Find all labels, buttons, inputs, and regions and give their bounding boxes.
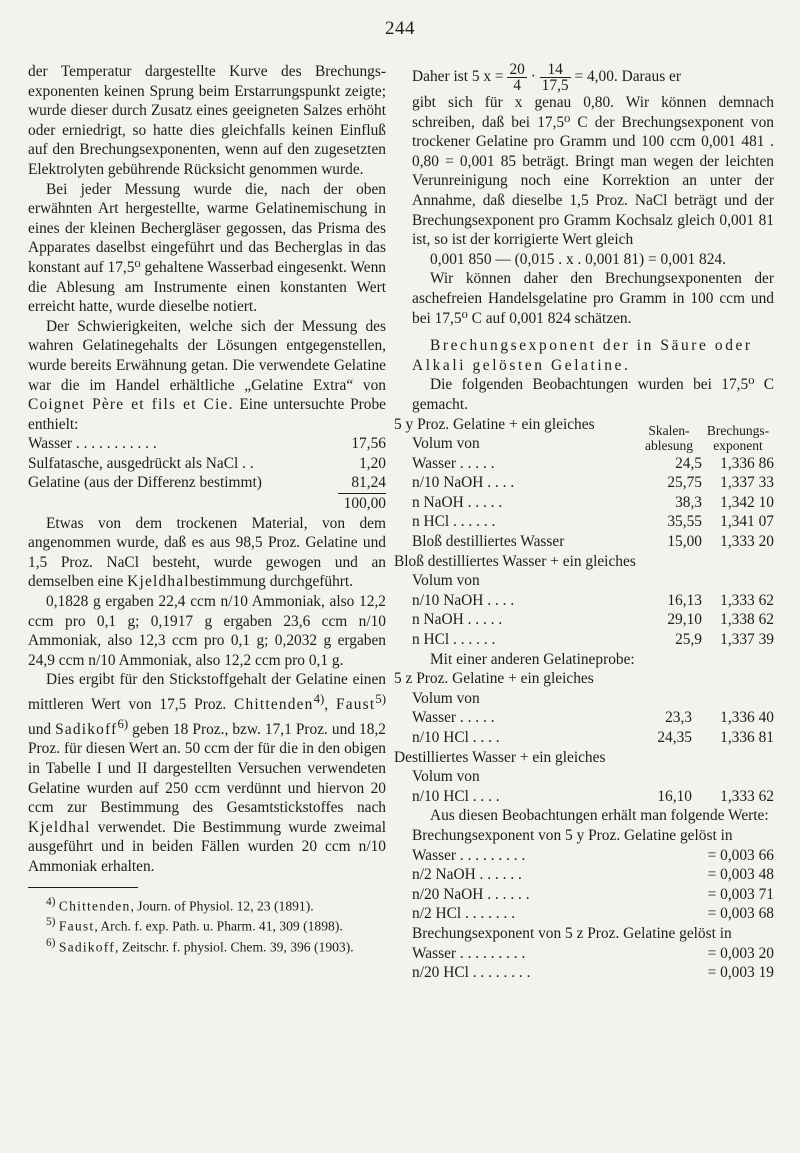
footnote-author: Sadikoff (58, 939, 116, 955)
text-span: , (324, 696, 336, 714)
result-solvent: n/20 HCl . . . . . . . . (412, 964, 531, 982)
right-paragraph-3: Die folgenden Beobachtungen wurden bei 17,5⁰ C gemacht. (412, 376, 774, 413)
fraction (540, 62, 571, 93)
skalen-value: 25,9 (675, 631, 702, 649)
footnote-ref[interactable]: 5) (375, 692, 386, 706)
text-span: Daher ist 5 x = (412, 68, 508, 86)
row-label: n/10 NaOH . . . . (412, 474, 515, 492)
result-solvent: n/2 NaOH . . . . . . (412, 866, 522, 884)
column-header-skalen: Skalen- ablesung (645, 422, 693, 453)
result-label: Brechungsexponent von 5 z Proz. Gelatine gelöst in (412, 924, 732, 942)
right-paragraph-4: Mit einer anderen Gelatineprobe: (430, 650, 635, 668)
left-paragraph-5: 0,1828 g ergaben 22,4 ccm n/10 Ammoniak, also 12,2 ccm pro 0,1 g; 0,1917 g ergaben 23,6 ccm n/10 Ammoniak, also 12,3 ccm pro 0,1 g; 0,2032 g ergaben 24,9 ccm n/10 Ammoniak, also 12,2 ccm pro 0,1 g. (28, 593, 386, 669)
skalen-value: 15,00 (667, 533, 702, 551)
composition-table (28, 434, 386, 513)
exponent-value: 1,333 62 (720, 787, 774, 805)
text-span: = 4,00. Daraus er (570, 68, 682, 86)
result-row (412, 885, 774, 905)
equation-line: Daher ist 5 x = $\frac{20}{4}$ · $\frac{14}{17,5}$ = 4,00. Daraus er (412, 61, 682, 94)
footnote-mark: 6) (46, 936, 56, 949)
table-row (412, 610, 774, 630)
exponent-value: 1,342 10 (720, 493, 774, 511)
result-value: = 0,003 71 (707, 885, 774, 903)
row-label: n NaOH . . . . . (412, 493, 503, 511)
composition-value: 1,20 (359, 454, 386, 472)
author-name: Chittenden (234, 696, 314, 714)
footnote-ref[interactable]: 6) (117, 716, 129, 731)
fraction-denominator: 17,5 (541, 77, 569, 94)
table-row (412, 473, 774, 493)
composition-row (28, 473, 386, 493)
right-equation: 0,001 850 — (0,015 . x . 0,001 81) = 0,001 824. (430, 250, 726, 268)
left-paragraph-2: Bei jeder Messung wurde die, nach der oben erwähnten Art hergestellte, warme Gelatinemischung in eines der kleinen Bechergläser gegossen, das Prisma des Apparates daselbst eingeführt und das Becherglas in das konstant auf 17,5⁰ gehaltene Wasserbad eingesenkt. Wenn die Ablesung am Instrumente einen konstanten Wert erreicht hatte, wurde dieselbe notiert. (28, 180, 386, 316)
exponent-value: 1,336 40 (720, 709, 774, 727)
block-label: 5 y Proz. Gelatine + ein gleiches Volum von (394, 415, 595, 453)
result-row (412, 846, 774, 866)
row-label: n/10 HCl . . . . (412, 729, 500, 746)
text-span: Der Schwierigkeiten, welche sich der Messung des wahren Gelatinegehalts der Lösungen entgegenstellen, wurde bereits Erwähnung getan. Die verwendete Gelatine war die im Handel erhältliche „Gelatine Extra“ von (28, 317, 386, 394)
footnote-text: , Arch. f. exp. Path. u. Pharm. 41, 309 (1898). (94, 918, 343, 934)
result-value: = 0,003 48 (707, 866, 774, 884)
measurements-table-2 (394, 669, 774, 806)
composition-total: 100,00 (338, 493, 386, 514)
composition-label: Sulfatasche, ausgedrückt als NaCl . . (28, 454, 254, 472)
empty-cell (636, 552, 702, 591)
result-value: = 0,003 66 (707, 846, 774, 864)
text-span: bestimmung durchgeführt. (189, 573, 354, 591)
skalen-value: 16,13 (667, 591, 702, 609)
row-label: n/10 HCl . . . . (412, 787, 500, 805)
right-column (394, 61, 774, 983)
result-solvent: n/2 HCl . . . . . . . (412, 905, 516, 923)
text-span: und (28, 720, 56, 738)
footnote-author: Faust (58, 918, 95, 934)
footnote (28, 894, 386, 915)
table-row (412, 708, 774, 728)
composition-label: Gelatine (aus der Differenz bestimmt) (28, 474, 262, 492)
exponent-value: 1,336 81 (720, 729, 774, 746)
skalen-value: 24,35 (657, 729, 692, 746)
table-row (412, 552, 774, 591)
author-name: Kjeldhal (127, 573, 190, 591)
left-paragraph-3 (28, 317, 386, 435)
table-row (412, 532, 774, 552)
row-label: n/10 NaOH . . . . (412, 591, 515, 609)
text-span: Eine untersuchte Probe enthielt: (28, 396, 386, 433)
footnotes (28, 894, 386, 956)
footnote-divider (28, 887, 138, 888)
composition-total-row (28, 493, 386, 514)
empty-cell (692, 669, 774, 708)
table-row (412, 787, 774, 807)
table-row (412, 669, 774, 708)
result-solvent: n/20 NaOH . . . . . . (412, 885, 530, 903)
result-value: = 0,003 20 (707, 944, 774, 962)
composition-value: 17,56 (351, 435, 386, 453)
composition-row (28, 434, 386, 454)
result-value: = 0,003 68 (707, 905, 774, 923)
composition-value: 81,24 (351, 474, 386, 492)
text-span: Etwas von dem trockenen Material, von dem angenommen wurde, daß es aus 98,5 Proz. Gelatine und 1,5 Proz. NaCl besteht, wurde gewogen und an demselben eine (28, 514, 386, 591)
row-label: Wasser . . . . . (412, 709, 495, 727)
skalen-value: 35,55 (667, 513, 702, 531)
table-row (412, 728, 774, 748)
exponent-value: 1,333 20 (720, 533, 774, 551)
skalen-value: 16,10 (657, 787, 692, 805)
left-column (28, 62, 386, 955)
text-span: geben 18 Proz., bzw. 17,1 Proz. und 18,2 Proz. für diesen Wert an. 50 ccm der für die in den obigen in Tabelle I und II dargestellten Versuchen verwendeten Gelatine wurden auf 250 ccm verdünnt und hiervon 20 ccm zur Bestimmung des Gesamtstickstoffes nach (28, 720, 386, 817)
skalen-value: 25,75 (667, 474, 702, 492)
table-row (412, 748, 774, 787)
table-row (412, 454, 774, 474)
row-label: n NaOH . . . . . (412, 611, 503, 629)
left-paragraph-4 (28, 514, 386, 592)
result-row (412, 944, 774, 964)
footnote (28, 935, 386, 956)
text-span: verwendet. Die Bestimmung wurde zweimal ausgeführt und in beiden Fällen wurden 20 ccm n/10 Ammoniak erhalten. (28, 818, 386, 875)
exponent-value: 1,337 33 (720, 474, 774, 492)
table-row (412, 630, 774, 650)
exponent-value: 1,337 39 (720, 631, 774, 649)
fraction-numerator: 14 (540, 62, 571, 78)
footnote (28, 914, 386, 935)
exponent-value: 1,336 86 (720, 454, 774, 472)
page-number: 244 (385, 18, 415, 39)
result-solvent: Wasser . . . . . . . . . (412, 944, 526, 962)
skalen-value: 24,5 (675, 454, 702, 472)
fraction-numerator: 20 (509, 61, 525, 78)
result-row (412, 865, 774, 885)
skalen-value: 23,3 (665, 709, 692, 727)
results-list (412, 846, 774, 924)
table-header (412, 415, 774, 454)
footnote-mark: 4) (46, 895, 56, 908)
right-paragraph-1: gibt sich für x genau 0,80. Wir können demnach schreiben, daß bei 17,5⁰ C der Brechungsexponent von trockener Gelatine pro Gramm und 100 ccm 0,001 481 . 0,80 = 0,001 85 beträgt. Bringt man wegen der leichten Verunreinigung noch eine Korrektion an unter der Annahme, daß dieselbe 1,5 Proz. NaCl beträgt und der Brechungsexponent pro Gramm Kochsalz gleich 0,001 81 ist, so ist der korrigierte Wert gleich (412, 94, 774, 249)
empty-cell (702, 552, 774, 591)
composition-row (28, 454, 386, 474)
section-heading: Brechungsexponent der in Säure oder Alkali gelösten Gelatine. (412, 337, 753, 374)
column-header-brechung: Brechungs- exponent (706, 422, 770, 453)
left-paragraph-6 (28, 670, 386, 876)
skalen-value: 29,10 (667, 611, 702, 629)
footnote-text: , Journ. of Physiol. 12, 23 (1891). (130, 898, 314, 914)
table-row (412, 591, 774, 611)
footnote-ref[interactable]: 4) (313, 692, 325, 706)
row-label: Bloß destilliertes Wasser (412, 533, 565, 551)
row-label: Wasser . . . . . (412, 454, 495, 472)
block-label: Destilliertes Wasser + ein gleiches Volum von (394, 748, 606, 786)
block-label: Bloß destilliertes Wasser + ein gleiches Volum von (394, 552, 636, 590)
result-solvent: Wasser . . . . . . . . . (412, 846, 526, 864)
footnote-author: Chittenden (58, 898, 131, 914)
left-paragraph-1: der Temperatur dargestellte Kurve des Brechungsexponenten keinen Sprung beim Erstarrungspunkt zeigte; wurde dieser durch Zusatz eines geeigneten Salzes erhöht oder erniedrigt, so hatte dies gleichfalls keinen Einfluß auf den Brechungsexponenten, wenn auf den zugesetzten Elektrolyten gebührende Rücksicht genommen wurde. (28, 63, 386, 178)
result-row (412, 963, 774, 983)
firm-name: Coignet Père et fils et Cie. (28, 396, 234, 414)
row-label: n HCl . . . . . . (412, 513, 496, 531)
block-label: 5 z Proz. Gelatine + ein gleiches Volum von (394, 670, 594, 707)
right-paragraph-2: Wir können daher den Brechungsexponenten der aschefreien Handelsgelatine pro Gramm in 100 ccm und bei 17,5⁰ C auf 0,001 824 schätzen. (412, 270, 774, 327)
results-list (412, 944, 774, 983)
footnote-mark: 5) (46, 916, 56, 929)
skalen-value: 38,3 (675, 493, 702, 511)
table-row (412, 493, 774, 513)
empty-cell (636, 748, 692, 787)
table-row (412, 512, 774, 532)
text-span: Dies ergibt für den Stickstoffgehalt der Gelatine einen mittleren Wert von 17,5 Proz. (28, 671, 386, 714)
result-value: = 0,003 19 (707, 964, 774, 982)
result-row (412, 904, 774, 924)
author-name: Faust (335, 696, 376, 714)
row-label: n HCl . . . . . . (412, 631, 496, 649)
right-paragraph-5: Aus diesen Beobachtungen erhält man folgende Werte: (430, 807, 769, 825)
footnote-text: , Zeitschr. f. physiol. Chem. 39, 396 (1903). (115, 939, 354, 955)
fraction-denominator: 4 (513, 77, 521, 94)
exponent-value: 1,341 07 (720, 513, 774, 531)
composition-label: Wasser . . . . . . . . . . . (28, 435, 157, 453)
author-name: Sadikoff (55, 720, 118, 738)
exponent-value: 1,338 62 (720, 611, 774, 629)
empty-cell (692, 748, 774, 787)
measurements-table (394, 415, 774, 650)
empty-cell (636, 669, 692, 708)
author-name: Kjeldhal (28, 818, 91, 836)
result-label: Brechungsexponent von 5 y Proz. Gelatine gelöst in (412, 826, 733, 844)
fraction (507, 62, 526, 93)
exponent-value: 1,333 62 (720, 591, 774, 609)
